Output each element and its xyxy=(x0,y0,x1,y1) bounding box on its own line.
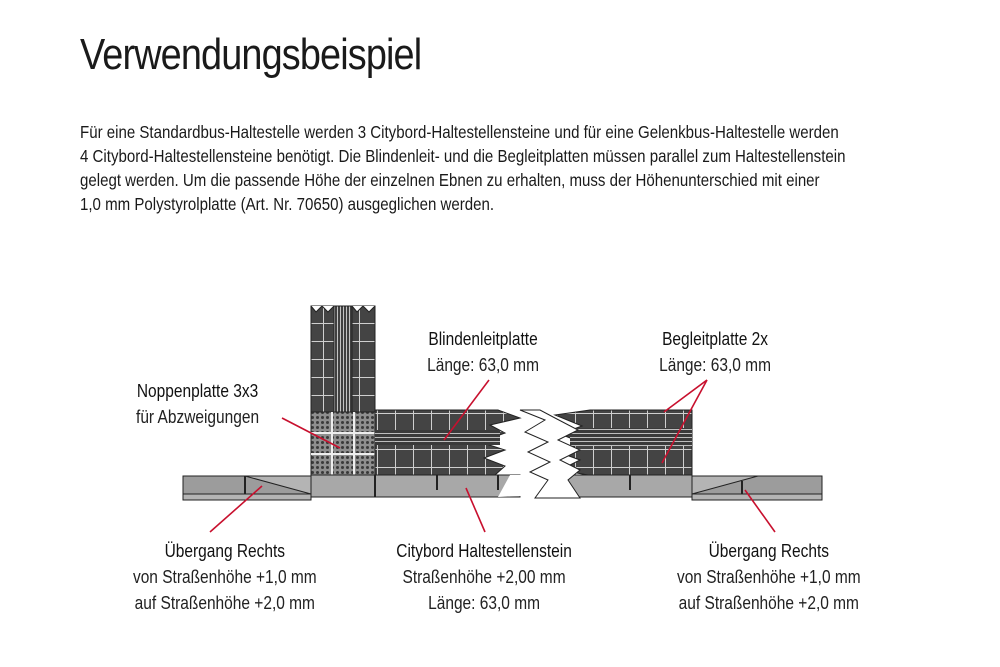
label-sub: für Abzweigungen xyxy=(136,407,260,427)
label-title: Citybord Haltestellenstein xyxy=(396,541,572,561)
label-uebergang-right xyxy=(677,538,861,616)
intro-line: 1,0 mm Polystyrolplatte (Art. Nr. 70650) ausgeglichen werden. xyxy=(80,194,495,214)
intro-line: gelegt werden. Um die passende Höhe der einzelnen Ebnen zu erhalten, muss der Höhenunterschied mit einer xyxy=(80,170,820,190)
label-line2: auf Straßenhöhe +2,0 mm xyxy=(134,593,315,613)
page-title: Verwendungsbeispiel xyxy=(80,30,422,79)
begleitplatte-block xyxy=(555,410,692,475)
label-begleitplatte xyxy=(659,326,771,378)
label-sub: Länge: 63,0 mm xyxy=(659,355,771,375)
intro-line: 4 Citybord-Haltestellensteine benötigt. Die Blindenleit- und die Begleitplatten müssen parallel zum Haltestellenstein xyxy=(80,146,846,166)
label-uebergang-left xyxy=(133,538,317,616)
label-title: Übergang Rechts xyxy=(708,541,830,561)
label-line1: von Straßenhöhe +1,0 mm xyxy=(676,567,861,587)
label-title: Übergang Rechts xyxy=(164,541,286,561)
curb-base xyxy=(183,410,822,500)
noppenplatte-block xyxy=(311,412,375,475)
label-line1: von Straßenhöhe +1,0 mm xyxy=(132,567,317,587)
label-sub: Länge: 63,0 mm xyxy=(427,355,539,375)
label-line2: auf Straßenhöhe +2,0 mm xyxy=(678,593,859,613)
vertical-tile-column xyxy=(311,306,375,412)
label-citybord xyxy=(396,538,572,616)
label-noppenplatte xyxy=(136,378,259,430)
label-title: Begleitplatte 2x xyxy=(662,329,768,349)
label-line2: Länge: 63,0 mm xyxy=(428,593,540,613)
label-blindenleitplatte xyxy=(427,326,539,378)
label-title: Blindenleitplatte xyxy=(428,329,538,349)
label-line1: Straßenhöhe +2,00 mm xyxy=(402,567,566,587)
blindenleitplatte-block xyxy=(375,410,520,475)
intro-line: Für eine Standardbus-Haltestelle werden 3 Citybord-Haltestellensteine und für eine Gelenkbus-Haltestelle werden xyxy=(80,122,839,142)
label-title: Noppenplatte 3x3 xyxy=(136,381,259,401)
leader-begleitplatte-top xyxy=(664,380,707,412)
